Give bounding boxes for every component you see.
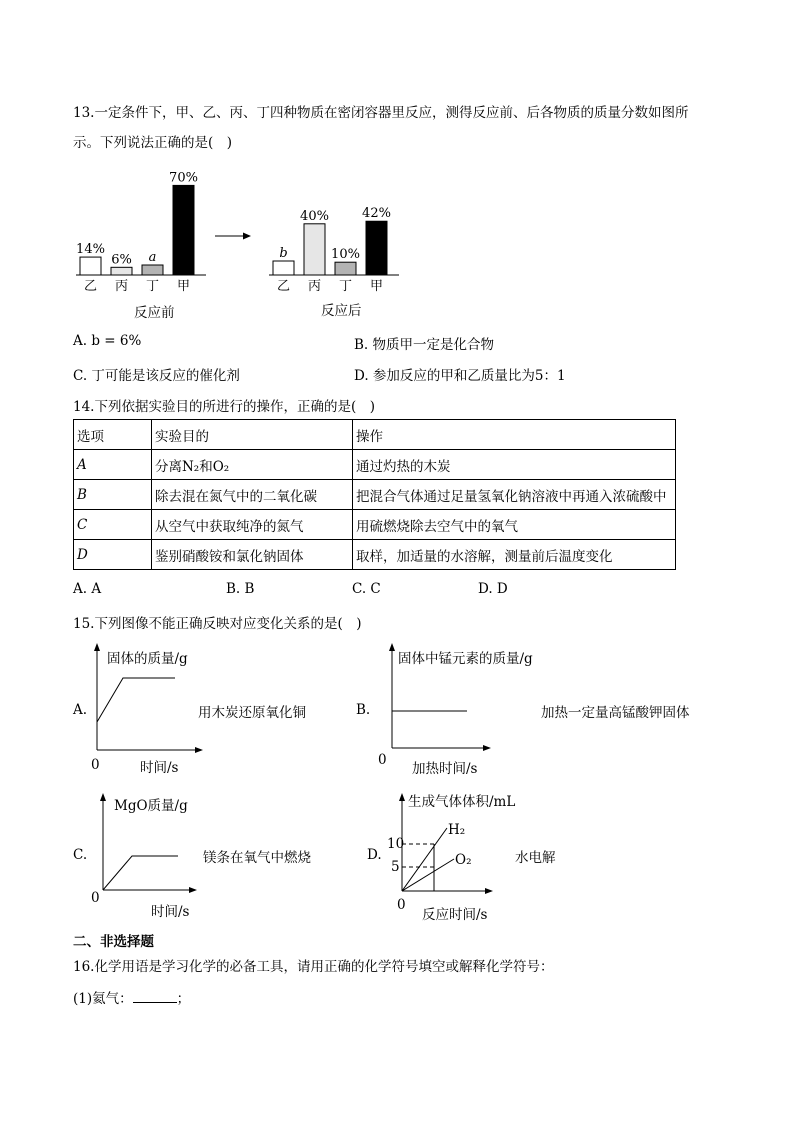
bar-丁 [142,265,163,275]
bar-乙 [273,261,294,275]
bar-丁 [335,262,356,275]
q14-stem: 14.下列依据实验目的所进行的操作，正确的是( ) [73,399,376,415]
graph-d-h2-label: H₂ [448,822,466,838]
graph-b-xlabel: 加热时间/s [412,761,478,777]
q15-stem: 15.下列图像不能正确反映对应变化关系的是( ) [73,616,362,632]
graph-c-option-label[interactable]: C. [73,847,88,863]
table-row [74,450,676,480]
q13-option-a[interactable]: A. b = 6% [73,333,142,349]
category-label: 丁 [145,279,160,294]
cell-operation: 通过灼热的木炭 [353,450,676,480]
category-label: 甲 [176,279,191,294]
graph-b-ylabel: 固体中锰元素的质量/g [398,651,533,667]
bar-value-label: 42% [362,206,391,222]
graph-d-origin: 0 [397,897,406,913]
graph-a-xlabel: 时间/s [140,760,179,776]
caption-after: 反应后 [321,303,362,319]
cell-purpose: 分离N₂和O₂ [152,450,353,480]
bar-value-label: 70% [169,170,198,186]
q14-table [73,419,676,570]
cell-operation: 取样，加适量的水溶解，测量前后温度变化 [353,540,676,570]
q14-option-b[interactable]: B. B [226,581,255,597]
category-label: 乙 [276,279,291,294]
q16-item1-end: ； [176,991,191,1007]
table-header-row [74,420,676,450]
graph-d-option-label[interactable]: D. [367,847,382,863]
graph-c-curve [103,856,178,890]
q13-stem-line1: 13.一定条件下，甲、乙、丙、丁四种物质在密闭容器里反应，测得反应前、后各物质的质量分数如图所 [73,105,689,121]
graph-c-ylabel: MgO质量/g [114,798,188,814]
graph-b-option-label[interactable]: B. [356,702,371,718]
graph-b-desc: 加热一定量高锰酸钾固体 [541,705,690,721]
graph-d-tick-5-label: 5 [391,859,400,875]
q13-bar-chart [72,165,412,320]
chart-after [269,206,399,294]
category-label: 甲 [369,279,384,294]
bar-value-label: a [148,250,157,265]
graph-a-curve [97,678,175,722]
section-heading: 二、非选择题 [73,934,154,950]
cell-option: D [74,540,152,570]
graph-c-xlabel: 时间/s [151,904,190,920]
bar-丙 [111,267,132,275]
graph-d-o2-label: O₂ [455,852,472,868]
graph-a-option-label[interactable]: A. [73,702,88,718]
cell-option: A [74,450,152,480]
header-purpose: 实验目的 [152,420,353,450]
bar-甲 [366,221,387,275]
q13-option-c[interactable]: C. 丁可能是该反应的催化剂 [73,368,240,384]
table-row [74,480,676,510]
bar-甲 [173,185,194,275]
q16-item1-label: (1)氦气： [73,991,133,1007]
q16-stem: 16.化学用语是学习化学的必备工具，请用正确的化学符号填空或解释化学符号： [73,959,554,975]
q13-option-b[interactable]: B. 物质甲一定是化合物 [354,337,495,353]
q13-option-d[interactable]: D. 参加反应的甲和乙质量比为5：1 [354,368,566,384]
graph-a-desc: 用木炭还原氧化铜 [198,705,306,721]
graph-d-tick-10-label: 10 [387,836,405,852]
graph-d-o2-line [402,859,454,891]
bar-乙 [80,257,101,275]
answer-blank[interactable] [133,988,177,1003]
category-label: 丙 [114,279,129,294]
bar-value-label: 14% [76,242,105,258]
category-label: 丙 [307,279,322,294]
bar-丙 [304,224,325,275]
q14-option-d[interactable]: D. D [478,581,508,597]
q14-option-a[interactable]: A. A [73,581,102,597]
cell-purpose: 从空气中获取纯净的氮气 [152,510,353,540]
graph-d-ylabel: 生成气体体积/mL [408,794,516,810]
q13-stem-line2: 示。下列说法正确的是( ) [73,135,233,151]
graph-a-origin: 0 [91,757,100,773]
graph-c-origin: 0 [91,890,100,906]
graph-d-h2-line [402,828,447,891]
graph-a-ylabel: 固体的质量/g [107,651,188,667]
graph-c-desc: 镁条在氧气中燃烧 [203,850,311,866]
header-option: 选项 [74,420,152,450]
cell-option: B [74,480,152,510]
q14-option-c[interactable]: C. C [352,581,381,597]
table-row [74,540,676,570]
caption-before: 反应前 [134,305,175,321]
cell-option: C [74,510,152,540]
header-operation: 操作 [353,420,676,450]
category-label: 丁 [338,279,353,294]
arrow [215,233,251,240]
q16-item1 [73,987,190,1007]
category-label: 乙 [83,279,98,294]
bar-value-label: b [279,246,288,261]
graph-b-origin: 0 [378,752,387,768]
graph-d-xlabel: 反应时间/s [422,907,488,923]
bar-value-label: 40% [300,208,329,224]
bar-value-label: 6% [111,252,132,268]
bar-value-label: 10% [331,247,360,263]
cell-operation: 用硫燃烧除去空气中的氧气 [353,510,676,540]
graph-d-desc: 水电解 [515,850,556,866]
cell-purpose: 除去混在氮气中的二氧化碳 [152,480,353,510]
chart-before [76,170,206,294]
cell-purpose: 鉴别硝酸铵和氯化钠固体 [152,540,353,570]
table-row [74,510,676,540]
cell-operation: 把混合气体通过足量氢氧化钠溶液中再通入浓硫酸中 [353,480,676,510]
